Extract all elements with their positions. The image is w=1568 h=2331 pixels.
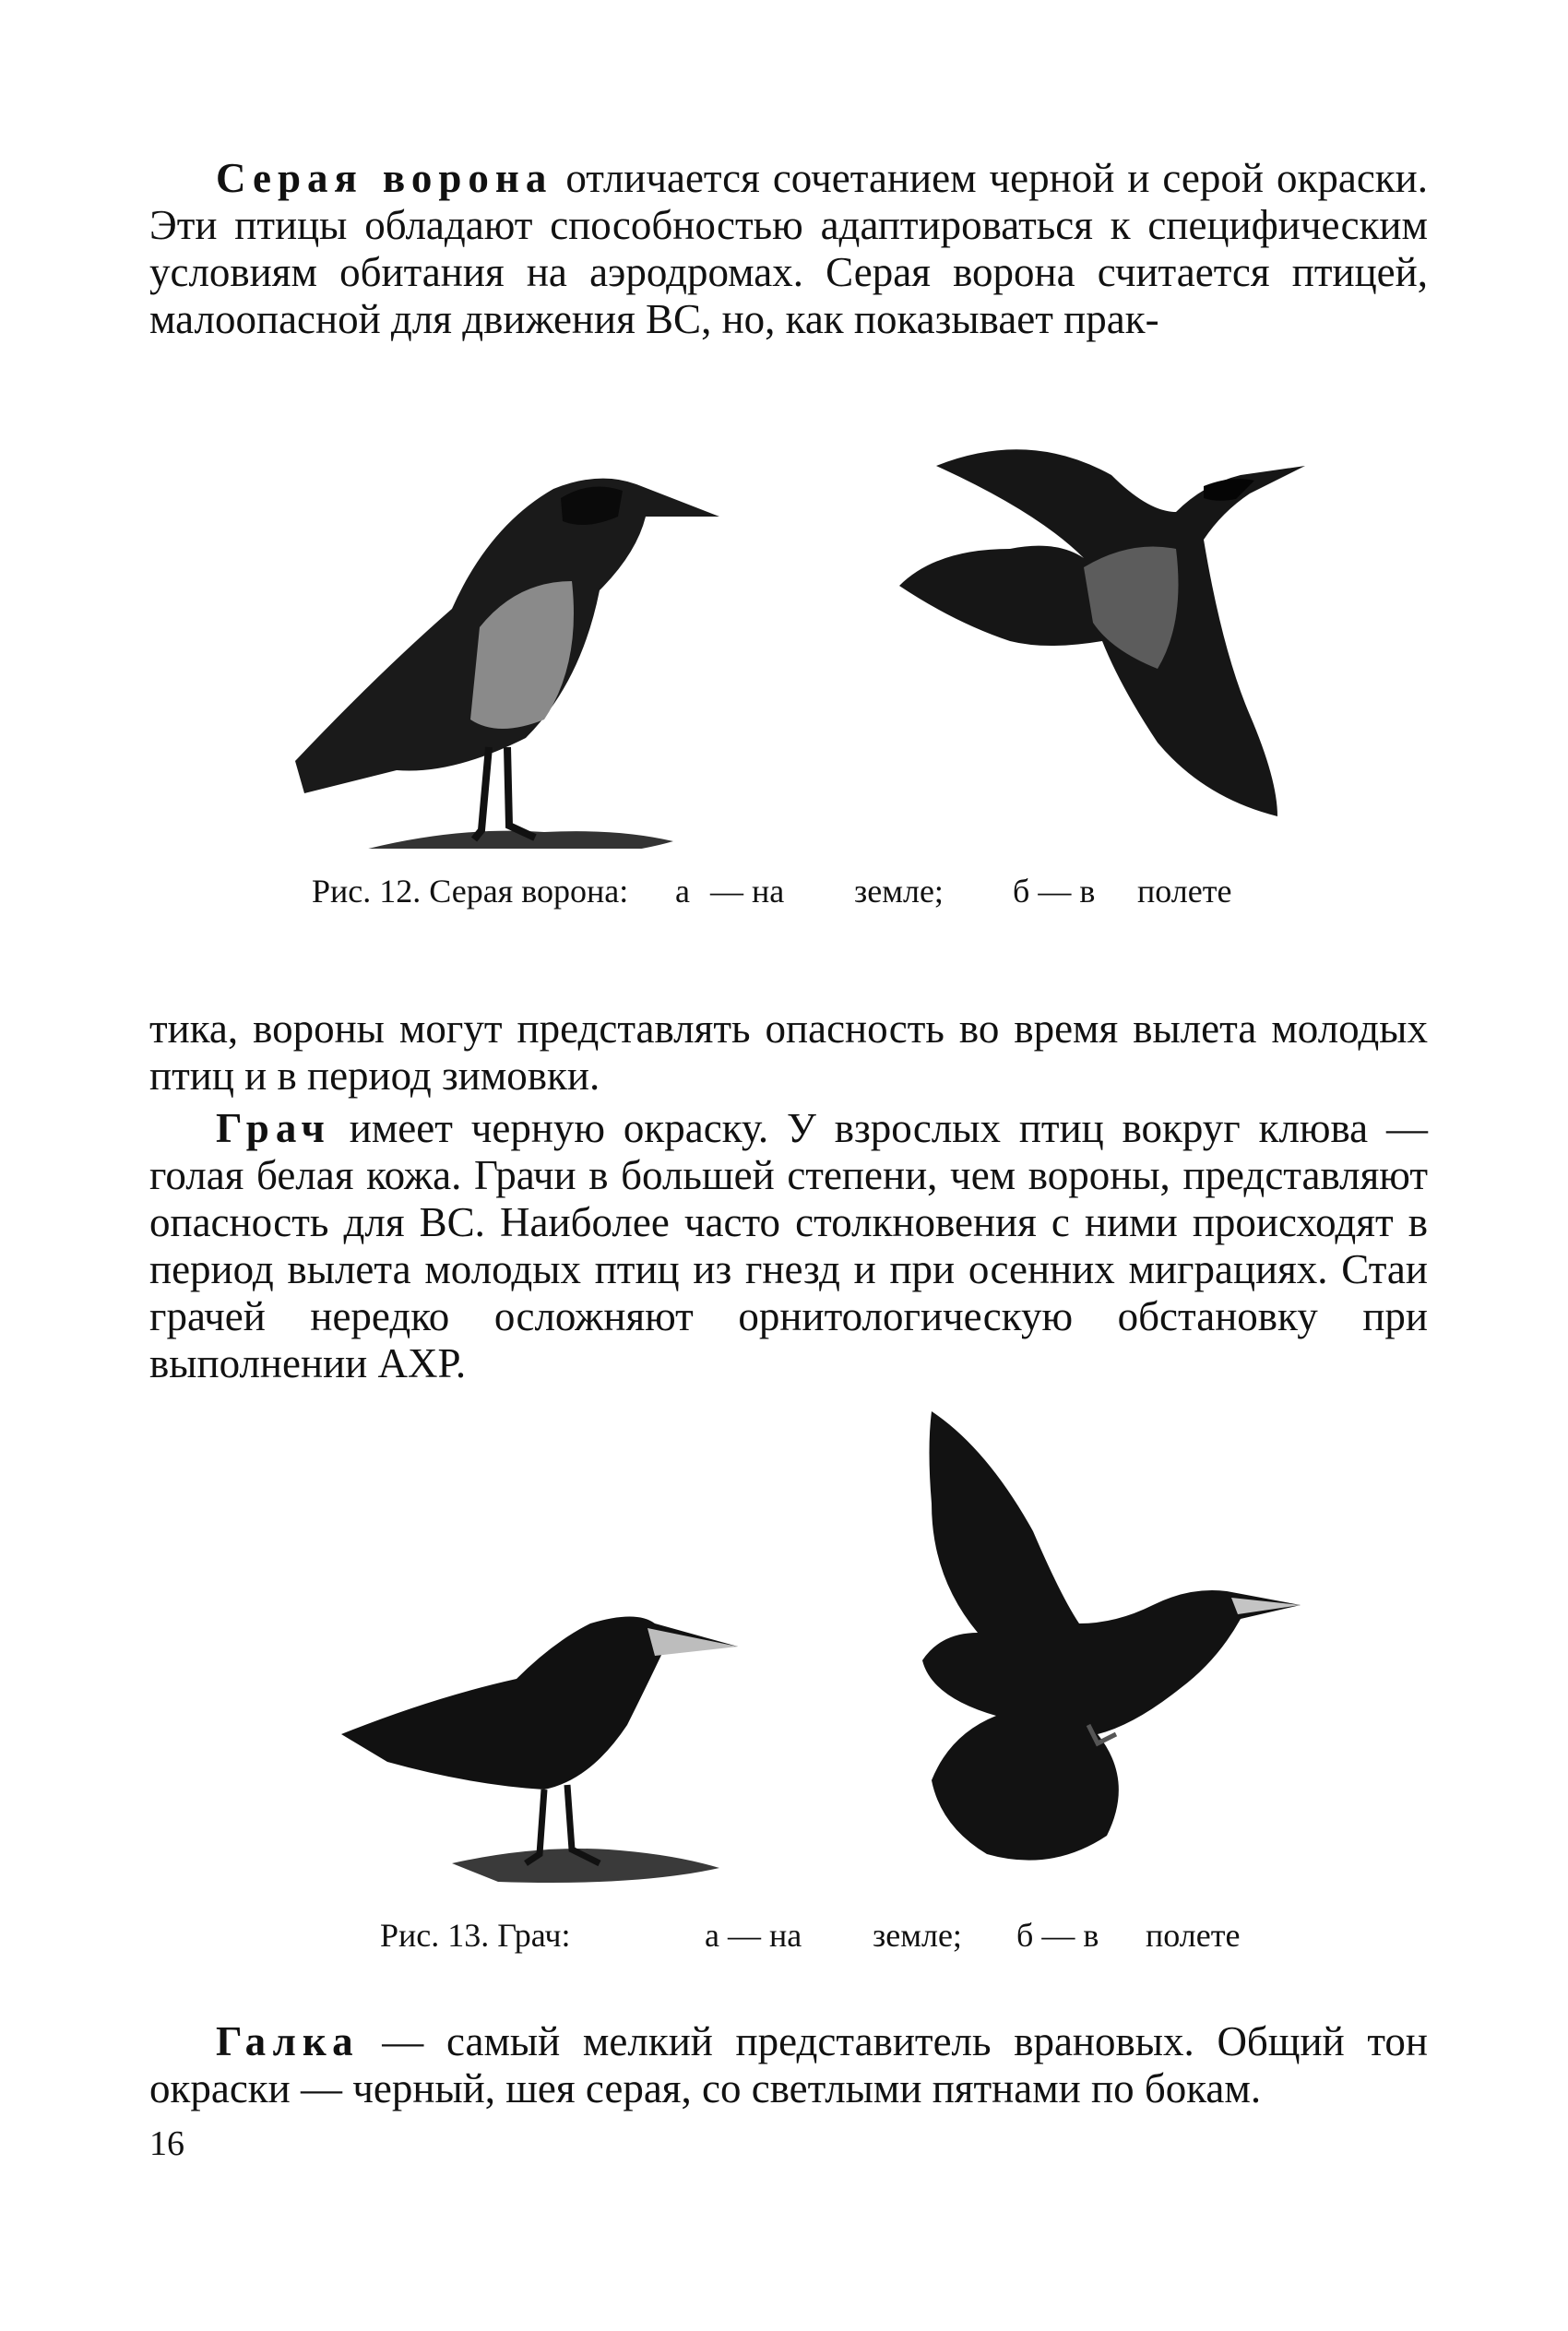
- paragraph-jackdaw: [149, 2018, 1428, 2112]
- figure-rook-ground: [332, 1587, 756, 1900]
- caption-dash-a: — на: [710, 873, 785, 910]
- term-gray-crow: Серая ворона: [216, 155, 553, 201]
- caption-label-a: а: [675, 873, 690, 910]
- caption-prefix: Рис. 13. Грач:: [380, 1917, 571, 1954]
- paragraph-text: тика, вороны могут представлять опасность во время вылета молодых птиц и в период зимовки.: [149, 1005, 1428, 1099]
- caption-text-a: а — на: [705, 1917, 802, 1954]
- paragraph-gray-crow: [149, 155, 1428, 343]
- figure-12-caption: [312, 872, 1253, 912]
- term-rook: Грач: [216, 1105, 331, 1151]
- paragraph-rook: [149, 1105, 1428, 1387]
- caption-label-b: б — в: [1016, 1917, 1099, 1954]
- caption-label-b: б — в: [1013, 873, 1096, 910]
- figure-13-caption: [380, 1916, 1256, 1956]
- figure-rook-flight: [913, 1393, 1310, 1891]
- page-number: 16: [149, 2124, 184, 2163]
- paragraph-text: имеет черную окраску. У взрослых птиц вокруг клюва — голая белая кожа. Грачи в большей степени, чем вороны, представляют опасность для ВС. Наиболее часто столкновения с ними происходят в период вылета молодых птиц из гнезд и при осенних миграциях. Стаи грачей нередко осложняют орнитологическую обстановку при выполнении АХР.: [149, 1105, 1428, 1386]
- term-jackdaw: Галка: [216, 2018, 360, 2064]
- caption-ground: земле;: [873, 1917, 962, 1954]
- figure-gray-crow-ground: [267, 443, 747, 849]
- caption-text-b: полете: [1146, 1917, 1241, 1954]
- caption-text-b: полете: [1137, 873, 1232, 910]
- paragraph-text: отличается сочетанием черной и серой окраски. Эти птицы обладают способностью адаптироваться к специфическим условиям обитания на аэродромах. Серая ворона считается птицей, малоопасной для движения ВС, но, как показывает прак-: [149, 155, 1429, 342]
- paragraph-continuation: [149, 1005, 1428, 1100]
- figure-gray-crow-flight: [899, 410, 1333, 835]
- caption-prefix: Рис. 12. Серая ворона:: [312, 873, 629, 910]
- paragraph-text: — самый мелкий представитель врановых. Общий тон окраски — черный, шея серая, со светлыми пятнами по бокам.: [149, 2018, 1428, 2111]
- caption-text-a: земле;: [854, 873, 944, 910]
